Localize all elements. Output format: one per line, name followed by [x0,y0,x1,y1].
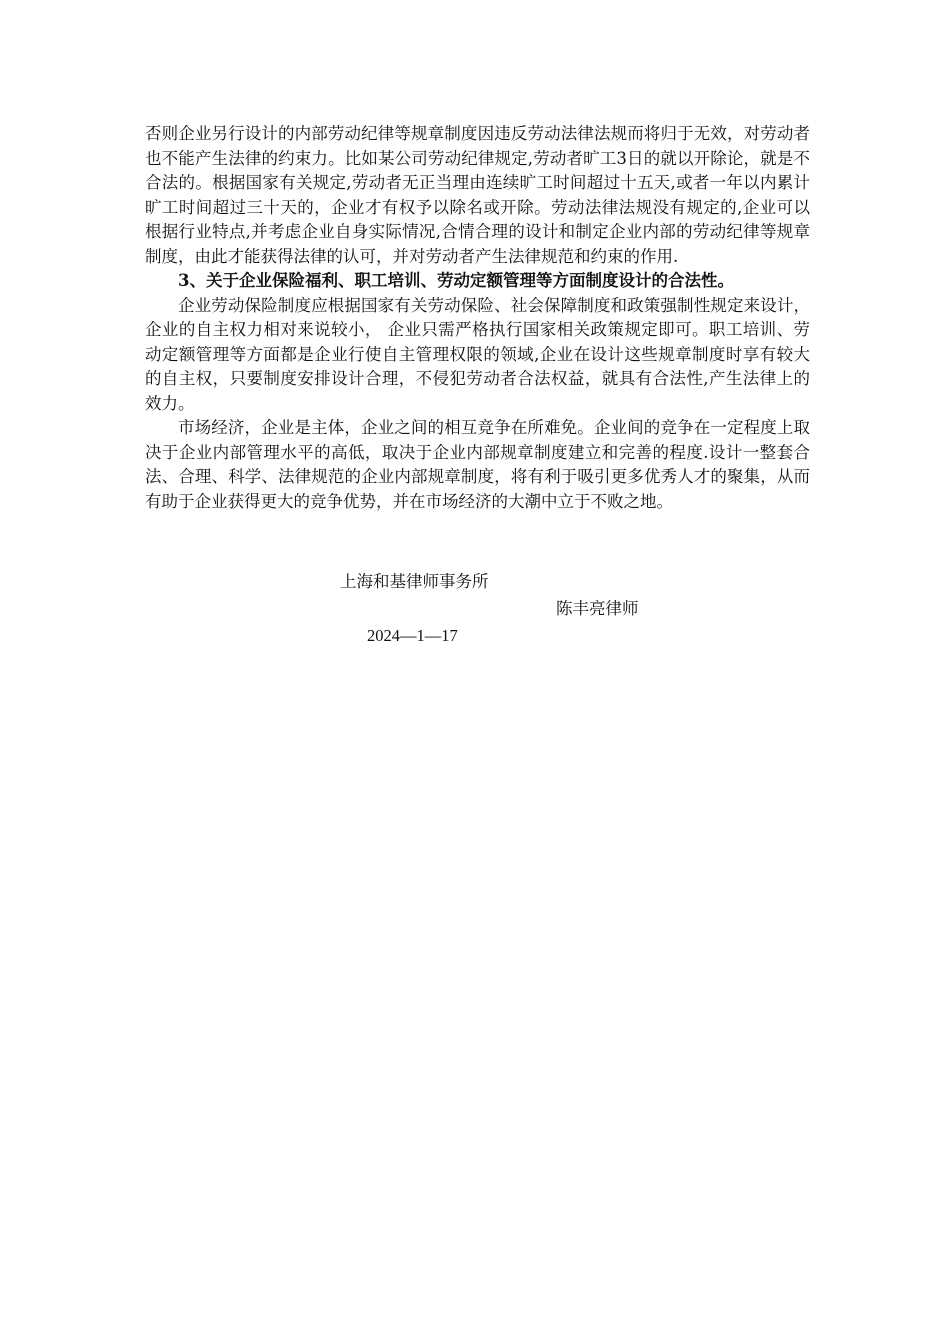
paragraph-insurance: 企业劳动保险制度应根据国家有关劳动保险、社会保障制度和政策强制性规定来设计，企业的自主权力相对来说较小， 企业只需严格执行国家相关政策规定即可。职工培训、劳动定额管理等方面都是企业行使自主管理权限的领域,企业在设计这些规章制度时享有较大的自主权，只要制度安排设计合理，不侵犯劳动者合法权益，就具有合法性,产生法律上的效力。 [145,295,810,413]
paragraph-continuation: 否则企业另行设计的内部劳动纪律等规章制度因违反劳动法律法规而将归于无效，对劳动者也不能产生法律的约束力。比如某公司劳动纪律规定,劳动者旷工3日的就以开除论，就是不合法的。根据国家有关规定,劳动者无正当理由连续旷工时间超过十五天,或者一年以内累计旷工时间超过三十天的，企业才有权予以除名或开除。劳动法律法规没有规定的,企业可以根据行业特点,并考虑企业自身实际情况,合情合理的设计和制定企业内部的劳动纪律等规章制度，由此才能获得法律的认可，并对劳动者产生法律规范和约束的作用. [145,124,810,266]
paragraph-conclusion: 市场经济，企业是主体，企业之间的相互竞争在所难免。企业间的竞争在一定程度上取决于企业内部管理水平的高低，取决于企业内部规章制度建立和完善的程度.设计一整套合法、合理、科学、法律规范的企业内部规章制度，将有利于吸引更多优秀人才的聚集，从而有助于企业获得更大的竞争优势，并在市场经济的大潮中立于不败之地。 [145,418,810,511]
document-body [145,122,810,514]
signature-lawyer: 陈丰亮律师 [556,599,639,618]
signature-firm: 上海和基律师事务所 [340,572,489,591]
section-heading-3: 3、关于企业保险福利、职工培训、劳动定额管理等方面制度设计的合法性。 [178,271,734,290]
signature-date: 2024—1—17 [367,626,458,645]
